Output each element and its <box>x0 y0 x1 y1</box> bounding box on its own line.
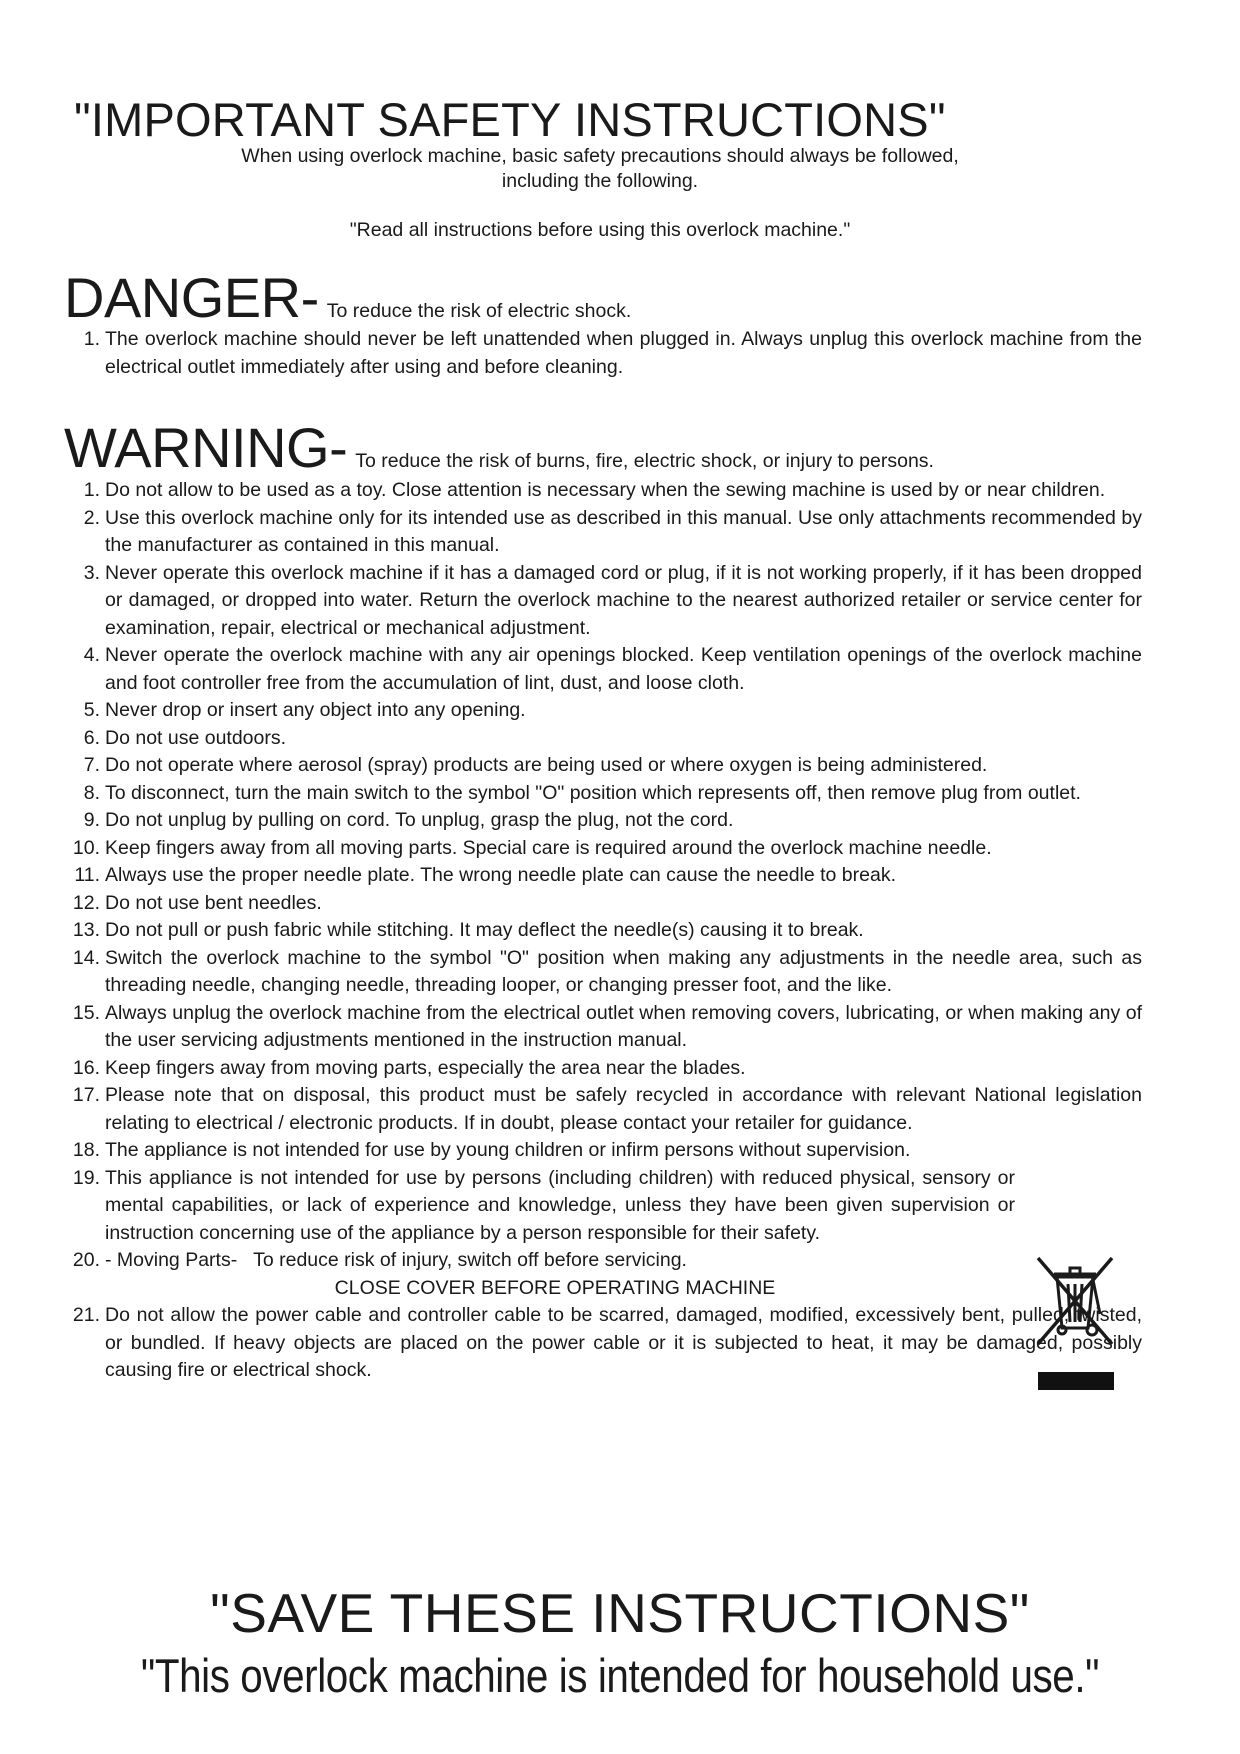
warning-item <box>62 1000 1142 1055</box>
item-text: The appliance is not intended for use by young children or infirm persons without supervision. <box>105 1139 911 1161</box>
warning-item <box>62 697 1142 725</box>
warning-item <box>62 1055 1142 1083</box>
danger-subheading: To reduce the risk of electric shock. <box>326 300 632 322</box>
item-text: Do not allow the power cable and controller cable to be scarred, damaged, modified, excessively bent, pulled, twisted, or bundled. If heavy objects are placed on the power cable or it is subjected to heat, it may be damaged, possibly causing fire or electrical shock. <box>105 1304 1142 1381</box>
item-text: Switch the overlock machine to the symbol "O" position when making any adjustments in the needle area, such as threading needle, changing needle, threading looper, or changing presser foot, and the like. <box>105 946 1142 996</box>
item-number: 8. <box>83 781 100 804</box>
item-number: 5. <box>83 699 100 721</box>
item-text: Do not use outdoors. <box>105 726 287 749</box>
warning-item <box>62 862 1142 890</box>
item-number: 15. <box>72 1001 100 1024</box>
item-number: 17. <box>72 1084 100 1106</box>
danger-item <box>62 326 1142 381</box>
warning-item <box>62 807 1142 835</box>
item-text: Always unplug the overlock machine from the electrical outlet when removing covers, lubricating, or when making any of the user servicing adjustments mentioned in the instruction manual. <box>105 1001 1142 1051</box>
item-text: Never operate the overlock machine with any air openings blocked. Keep ventilation openings of the overlock machine and foot controller free from the accumulation of lint, dust, and loose cloth. <box>105 644 1142 694</box>
item-text: This appliance is not intended for use by persons (including children) with reduced physical, sensory or mental capabilities, or lack of experience and knowledge, unless they have been given supervision or instruction concerning use of the appliance by a person responsible for their safety. <box>105 1166 1015 1244</box>
item-number: 18. <box>72 1139 100 1161</box>
item-text: Never drop or insert any object into any opening. <box>105 699 526 721</box>
item-number: 2. <box>83 506 100 529</box>
item-number: 12. <box>72 891 100 914</box>
item-text: Keep fingers away from moving parts, especially the area near the blades. <box>105 1056 746 1079</box>
warning-item <box>62 752 1142 780</box>
warning-item <box>62 945 1142 1000</box>
item-number: 21. <box>72 1304 100 1326</box>
warning-item <box>62 642 1142 697</box>
warning-item <box>62 917 1142 945</box>
household-use-notice: "This overlock machine is intended for household use." <box>140 1649 1100 1702</box>
warning-item <box>62 780 1142 808</box>
item-number: 6. <box>83 726 100 749</box>
close-cover-notice: CLOSE COVER BEFORE OPERATING MACHINE <box>334 1276 776 1299</box>
item-number: 14. <box>72 946 100 969</box>
intro-line-2: including the following. <box>501 170 699 192</box>
warning-subheading: To reduce the risk of burns, fire, electric shock, or injury to persons. <box>355 450 934 472</box>
intro-read-all: "Read all instructions before using this overlock machine." <box>349 219 851 241</box>
item-text: Do not allow to be used as a toy. Close attention is necessary when the sewing machine is used by or near children. <box>105 479 1106 501</box>
warning-heading <box>64 418 934 478</box>
warning-item <box>62 1247 1142 1302</box>
warning-list <box>62 477 1142 1385</box>
danger-label: DANGER- <box>64 266 319 329</box>
item-text: Use this overlock machine only for its intended use as described in this manual. Use only attachments recommended by the manufacturer as contained in this manual. <box>105 506 1142 556</box>
warning-item <box>62 725 1142 753</box>
item-text: Do not use bent needles. <box>105 891 322 914</box>
warning-item <box>62 1082 1142 1137</box>
item-text <box>102 1247 1142 1302</box>
warning-item <box>62 1165 1142 1248</box>
item-number: 10. <box>72 836 100 859</box>
item-text: Do not operate where aerosol (spray) products are being used or where oxygen is being administered. <box>105 754 988 776</box>
page-title: "IMPORTANT SAFETY INSTRUCTIONS" <box>74 93 946 146</box>
moving-parts-text: - Moving Parts- To reduce risk of injury, switch off before servicing. <box>105 1249 687 1271</box>
item-number: 11. <box>74 864 100 886</box>
item-text: To disconnect, turn the main switch to the symbol "O" position which represents off, then remove plug from outlet. <box>105 781 1081 804</box>
item-text: Please note that on disposal, this product must be safely recycled in accordance with relevant National legislation relating to electrical / electronic products. If in doubt, please contact your retailer for guidance. <box>105 1084 1142 1134</box>
warning-label: WARNING- <box>64 416 348 479</box>
warning-item <box>62 1137 1142 1165</box>
warning-item <box>62 1302 1142 1385</box>
intro-line-1: When using overlock machine, basic safety precautions should always be followed, <box>241 145 959 167</box>
warning-item <box>62 560 1142 643</box>
save-instructions-title: "SAVE THESE INSTRUCTIONS" <box>210 1582 1030 1644</box>
item-number: 1. <box>83 479 100 501</box>
item-number: 1. <box>83 328 100 350</box>
item-number: 20. <box>72 1249 100 1271</box>
warning-item <box>62 890 1142 918</box>
crossed-out-wheelie-bin-icon <box>1030 1244 1120 1394</box>
item-number: 13. <box>72 919 100 941</box>
item-text: Keep fingers away from all moving parts. Special care is required around the overlock machine needle. <box>105 836 992 859</box>
warning-item <box>62 477 1142 505</box>
item-text: The overlock machine should never be left unattended when plugged in. Always unplug this overlock machine from the electrical outlet immediately after using and before cleaning. <box>105 328 1142 378</box>
item-number: 4. <box>83 644 100 666</box>
warning-item <box>62 505 1142 560</box>
item-number: 19. <box>72 1166 100 1189</box>
item-number: 9. <box>83 809 100 831</box>
item-number: 7. <box>83 754 100 776</box>
item-text: Do not pull or push fabric while stitching. It may deflect the needle(s) causing it to break. <box>105 919 864 941</box>
item-text: Never operate this overlock machine if it has a damaged cord or plug, if it is not working properly, if it has been dropped or damaged, or dropped into water. Return the overlock machine to the nearest authorized retailer or service center for examination, repair, electrical or mechanical adjustment. <box>105 561 1142 639</box>
danger-list <box>62 326 1142 381</box>
warning-item <box>62 835 1142 863</box>
item-text: Always use the proper needle plate. The wrong needle plate can cause the needle to break. <box>105 864 897 886</box>
item-number: 16. <box>72 1056 100 1079</box>
item-text: Do not unplug by pulling on cord. To unplug, grasp the plug, not the cord. <box>105 809 734 831</box>
danger-heading <box>64 268 631 328</box>
item-number: 3. <box>83 561 100 584</box>
